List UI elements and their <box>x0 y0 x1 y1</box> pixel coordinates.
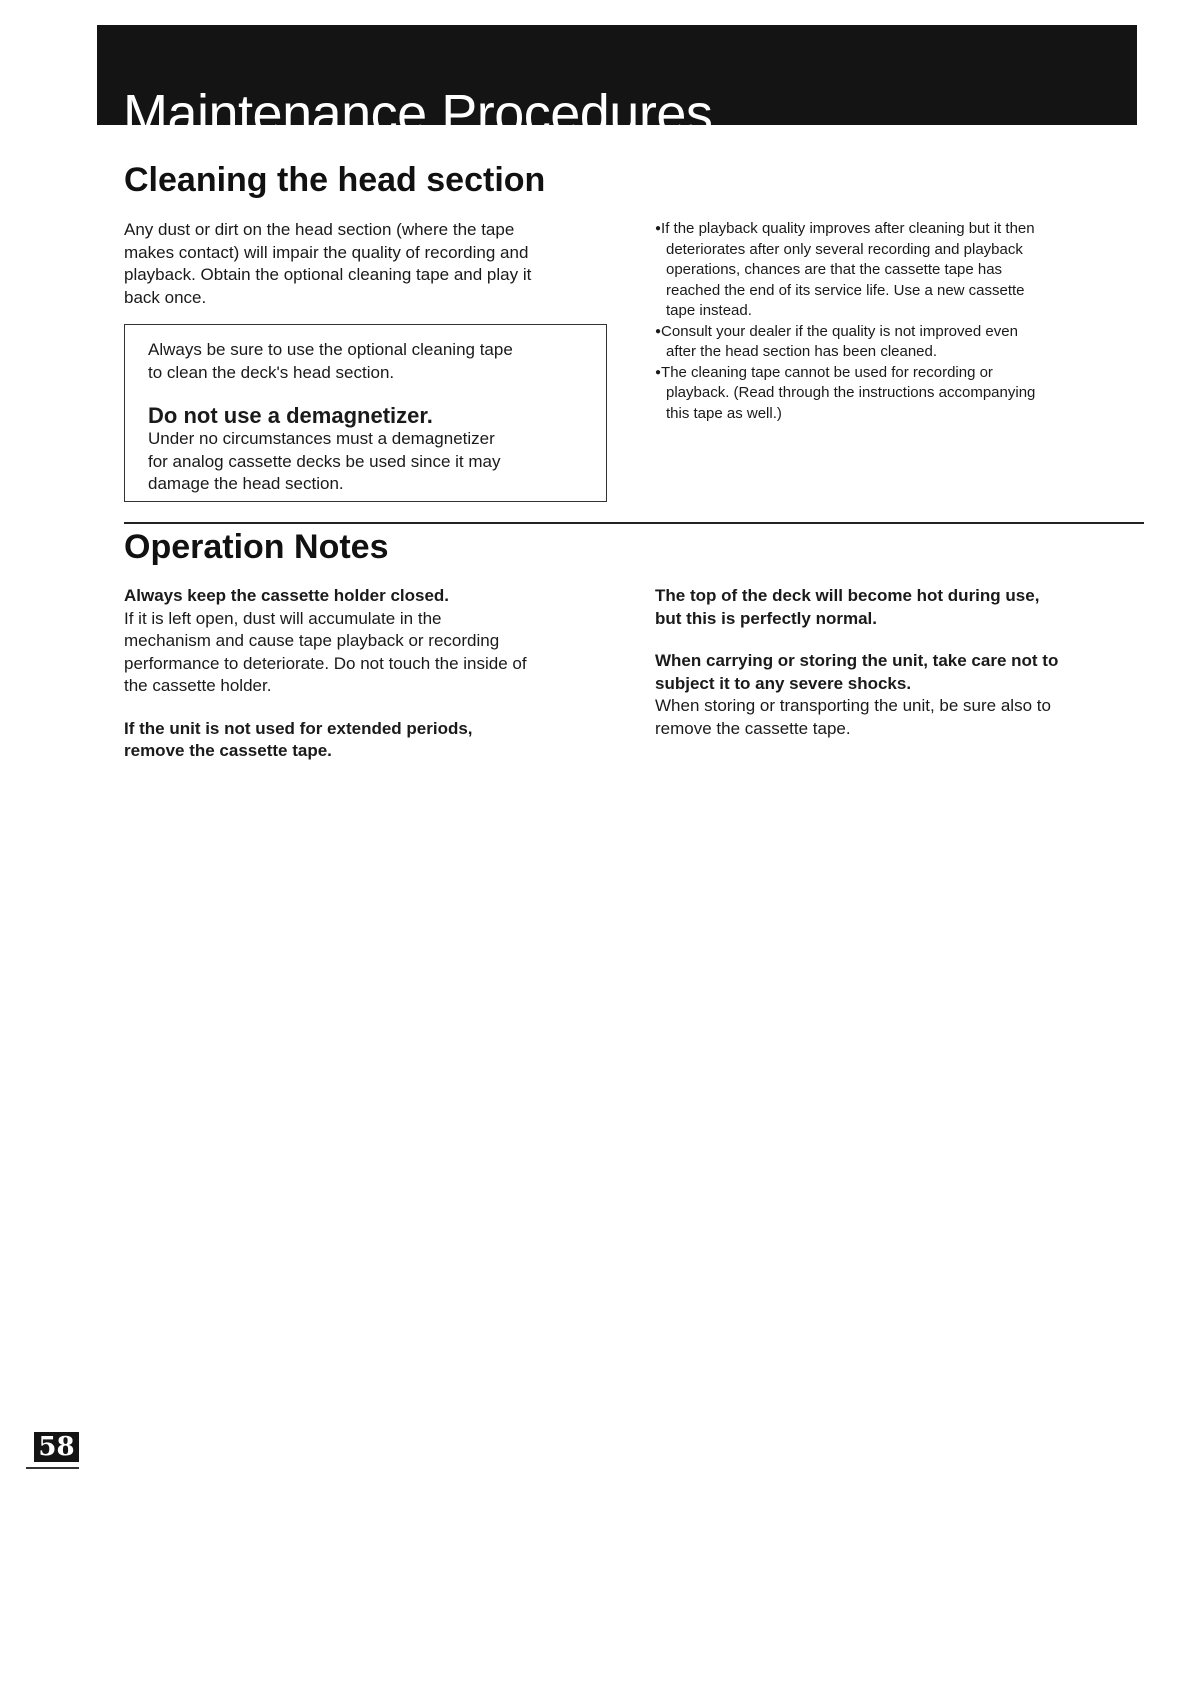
demagnetizer-warning-heading: Do not use a demagnetizer. <box>148 403 433 428</box>
note-line: When storing or transporting the unit, be sure also to <box>655 696 1051 715</box>
demagnetizer-warning-text <box>148 428 588 496</box>
note-title: The top of the deck will become hot during use, <box>655 586 1040 605</box>
cleaning-tape-note-line: to clean the deck's head section. <box>148 362 395 382</box>
page-number-underline <box>26 1467 79 1469</box>
bullet-line: The cleaning tape cannot be used for recording or <box>661 363 993 381</box>
note-line: mechanism and cause tape playback or recording <box>124 631 500 650</box>
note-title: If the unit is not used for extended periods, <box>124 718 473 738</box>
cleaning-intro-line: Any dust or dirt on the head section (where the tape <box>124 220 515 239</box>
bullet-line: reached the end of its service life. Use a new cassette <box>666 281 1025 299</box>
operation-notes-left <box>124 585 614 763</box>
note-title: remove the cassette tape. <box>124 741 332 760</box>
bullet-icon: ● <box>655 366 662 378</box>
section-divider <box>124 522 1144 524</box>
bullet-line: this tape as well.) <box>666 404 782 422</box>
operation-notes-right <box>655 585 1145 740</box>
bullet-line: playback. (Read through the instructions accompanying <box>666 384 1036 401</box>
demagnetizer-warning-line: Under no circumstances must a demagnetizer <box>148 429 495 448</box>
note-line: performance to deteriorate. Do not touch the inside of <box>124 653 527 673</box>
bullet-icon: ● <box>655 223 662 234</box>
page-title: Maintenance Procedures <box>123 84 713 145</box>
bullet-line: tape instead. <box>666 302 752 319</box>
bullet-line: deteriorates after only several recording and playback <box>666 240 1023 258</box>
page-number: 58 <box>34 1432 79 1462</box>
note-line: the cassette holder. <box>124 676 272 695</box>
cleaning-intro-line: back once. <box>124 287 207 307</box>
section-heading-operation: Operation Notes <box>124 528 389 566</box>
cleaning-note-box <box>124 324 607 502</box>
note-title: When carrying or storing the unit, take care not to <box>655 651 1059 670</box>
cleaning-intro-line: makes contact) will impair the quality of recording and <box>124 242 529 262</box>
list-item <box>655 322 1125 363</box>
demagnetizer-warning-line: damage the head section. <box>148 474 344 493</box>
demagnetizer-warning-line: for analog cassette decks be used since it may <box>148 451 501 471</box>
title-banner <box>97 25 1137 145</box>
list-item <box>655 363 1125 425</box>
cleaning-tape-note-line: Always be sure to use the optional cleaning tape <box>148 340 513 359</box>
section-heading-cleaning: Cleaning the head section <box>124 161 546 199</box>
bullet-icon: ● <box>655 325 662 337</box>
note-line: If it is left open, dust will accumulate in the <box>124 608 442 628</box>
note-title: but this is perfectly normal. <box>655 608 877 628</box>
note-line: remove the cassette tape. <box>655 718 851 738</box>
note-title: subject it to any severe shocks. <box>655 673 912 693</box>
note-title: Always keep the cassette holder closed. <box>124 586 450 605</box>
list-item <box>655 219 1125 322</box>
cleaning-tape-note <box>148 339 588 384</box>
bullet-line: If the playback quality improves after cleaning but it then <box>661 220 1035 237</box>
bullet-line: Consult your dealer if the quality is not improved even <box>661 322 1018 340</box>
cleaning-intro-line: playback. Obtain the optional cleaning tape and play it <box>124 265 532 284</box>
cleaning-bullet-list <box>655 219 1125 424</box>
cleaning-intro <box>124 219 531 309</box>
bullet-line: after the head section has been cleaned. <box>666 343 938 360</box>
bullet-line: operations, chances are that the cassette tape has <box>666 261 1003 278</box>
